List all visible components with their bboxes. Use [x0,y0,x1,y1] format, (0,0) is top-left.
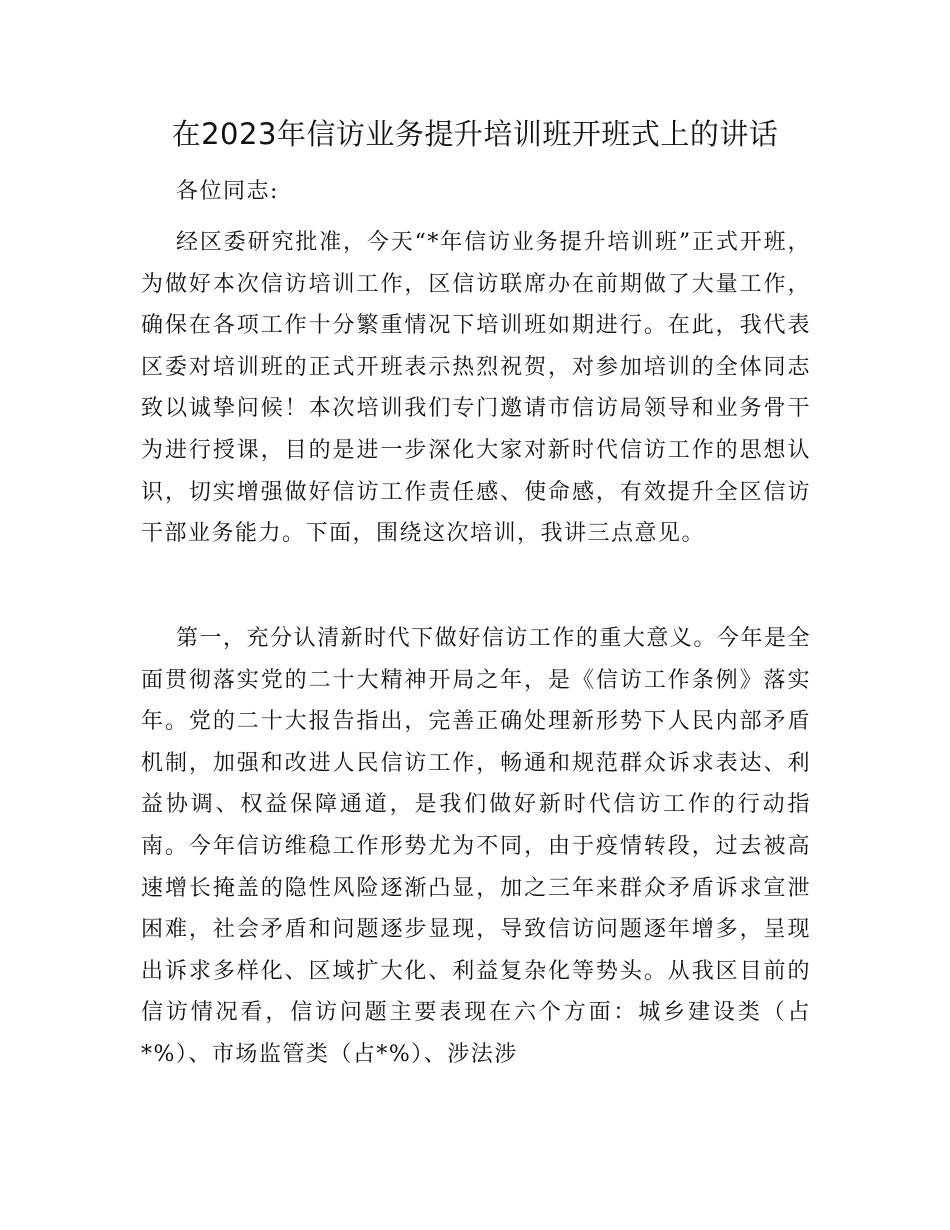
paragraph-2: 第一，充分认清新时代下做好信访工作的重大意义。今年是全面贯彻落实党的二十大精神开局之年，是《信访工作条例》落实年。党的二十大报告指出，完善正确处理新形势下人民内部矛盾机制，加强和改进人民信访工作，畅通和规范群众诉求表达、利益协调、权益保障通道，是我们做好新时代信访工作的行动指南。今年信访维稳工作形势尤为不同，由于疫情转段，过去被高速增长掩盖的隐性风险逐渐凸显，加之三年来群众矛盾诉求宣泄困难，社会矛盾和问题逐步显现，导致信访问题逐年增多，呈现出诉求多样化、区域扩大化、利益复杂化等势头。从我区目前的信访情况看，信访问题主要表现在六个方面：城乡建设类（占*%）、市场监管类（占*%）、涉法涉 [141,626,811,1067]
document-title: 在2023年信访业务提升培训班开班式上的讲话 [171,117,779,151]
paragraph-1: 经区委研究批准，今天“*年信访业务提升培训班”正式开班，为做好本次信访培训工作，区信访联席办在前期做了大量工作，确保在各项工作十分繁重情况下培训班如期进行。在此，我代表区委对培训班的正式开班表示热烈祝贺，对参加培训的全体同志致以诚挚问候！本次培训我们专门邀请市信访局领导和业务骨干为进行授课，目的是进一步深化大家对新时代信访工作的思想认识，切实增强做好信访工作责任感、使命感，有效提升全区信访干部业务能力。下面，围绕这次培训，我讲三点意见。 [141,230,811,547]
salutation: 各位同志: [176,179,279,204]
